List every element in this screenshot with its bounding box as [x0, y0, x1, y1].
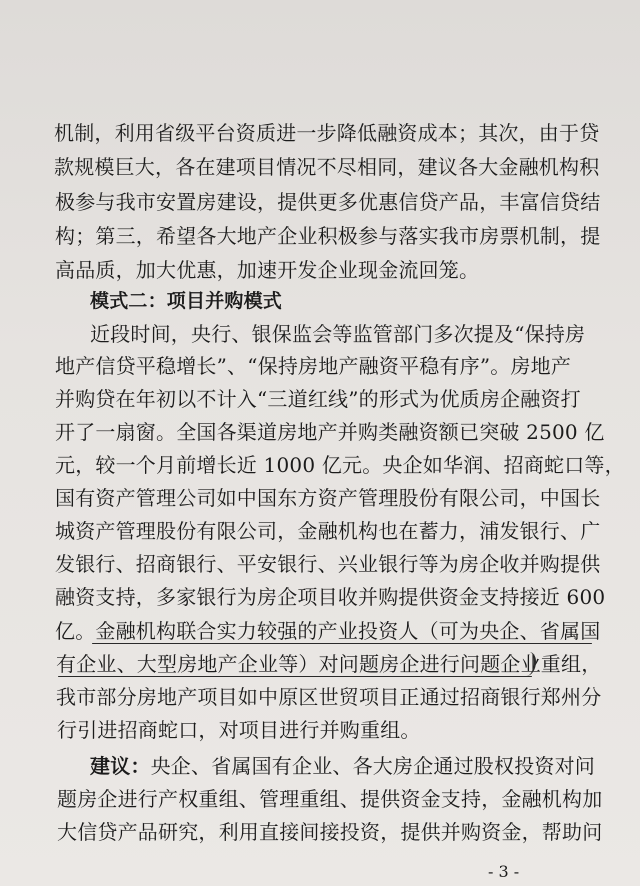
text-line: 元，较一个月前增长近 1000 亿元。央企如华润、招商蛇口等，: [55, 453, 625, 477]
page-number: - 3 -: [488, 862, 520, 881]
text-line: 城资产管理股份有限公司，金融机构也在蓄力，浦发银行、广: [55, 519, 601, 543]
text-line: 亿。金融机构联合实力较强的产业投资人（可为央企、省属国: [55, 619, 601, 643]
text-line: 有企业、大型房地产企业等）对问题房企进行问题企业重组，: [56, 652, 602, 676]
pen-underline: [58, 676, 532, 677]
text-line: 发银行、招商银行、平安银行、兴业银行等为房企收并购提供: [55, 552, 601, 576]
text-line: 款规模巨大，各在建项目情况不尽相同，建议各大金融机构积: [54, 155, 600, 179]
text-line: 高品质，加大优惠，加速开发企业现金流回笼。: [55, 258, 480, 282]
text-line: 极参与我市安置房建设，提供更多优惠信贷产品，丰富信贷结: [55, 190, 601, 214]
section-heading: 模式二：项目并购模式: [90, 290, 283, 312]
text-line: 构；第三，希望各大地产企业积极参与落实我市房票机制，提: [55, 224, 601, 248]
text-line: 我市部分房地产项目如中原区世贸项目正通过招商银行郑州分: [56, 685, 602, 709]
text-line: 行引进招商蛇口，对项目进行并购重组。: [57, 718, 421, 742]
text-line: 融资支持，多家银行为房企项目收并购提供资金支持接近 600: [55, 585, 606, 609]
text-line: 机制，利用省级平台资质进一步降低融资成本；其次，由于贷: [54, 121, 600, 145]
text-line: 题房企进行产权重组、管理重组、提供资金支持，金融机构加: [57, 787, 603, 811]
pen-underline: [92, 643, 592, 644]
text-line: 地产信贷平稳增长”、“保持房地产融资平稳有序”。房地产: [55, 354, 572, 378]
text-line: 大信贷产品研究，利用直接间接投资，提供并购资金，帮助问: [57, 820, 603, 844]
text-line: 开了一扇窗。全国各渠道房地产并购类融资额已突破 2500 亿: [55, 420, 605, 444]
text-line: 并购贷在年初以不计入“三道红线”的形式为优质房企融资打: [55, 387, 581, 411]
suggestion-label: 建议：: [90, 754, 151, 778]
text-line: [90, 752, 640, 780]
text-line: 近段时间，央行、银保监会等监管部门多次提及“保持房: [90, 322, 586, 346]
text-line: 国有资产管理公司如中国东方资产管理股份有限公司，中国长: [55, 486, 601, 510]
suggestion-text: 央企、省属国有企业、各大房企通过股权投资对问: [150, 754, 596, 778]
